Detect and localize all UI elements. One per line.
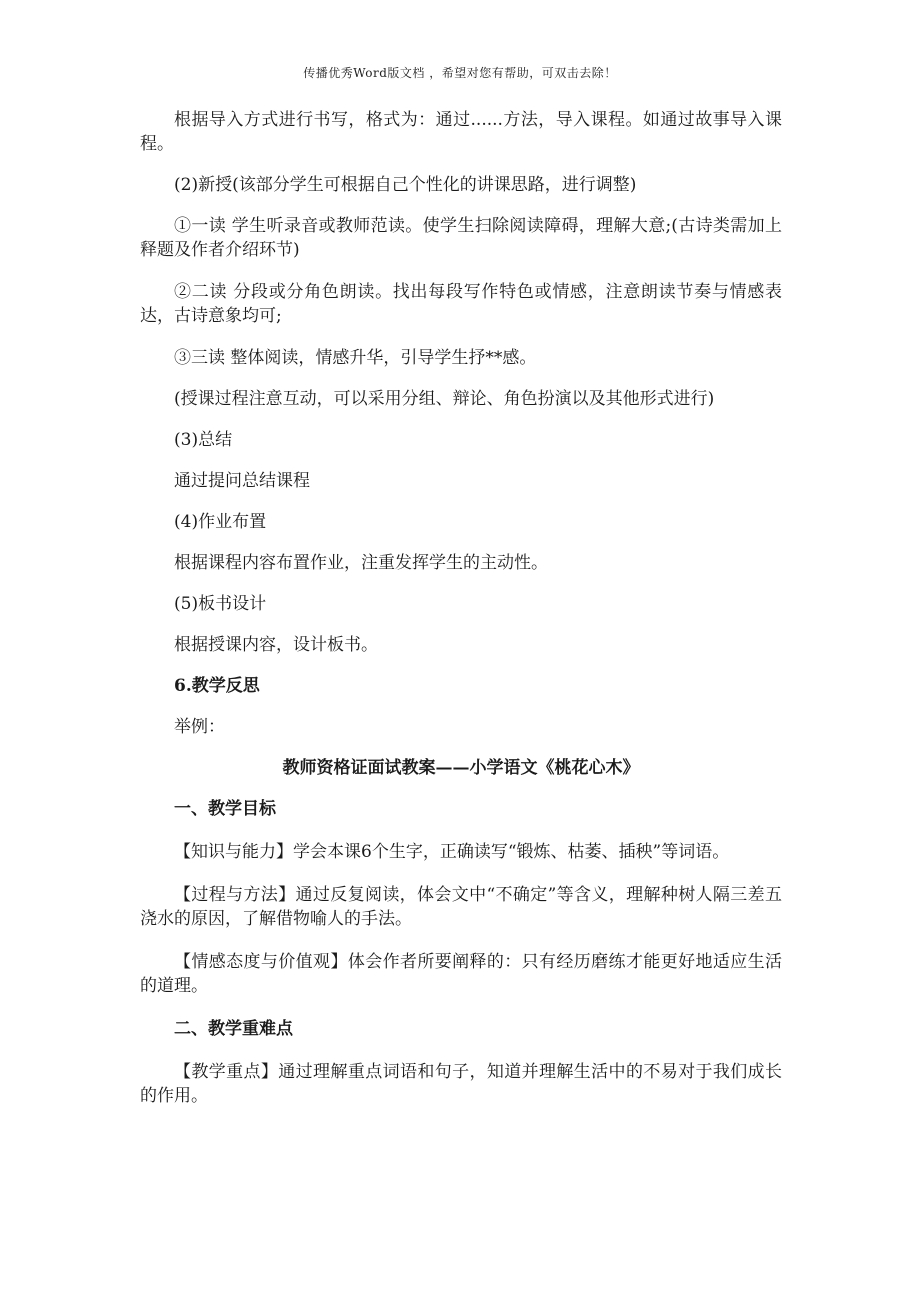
paragraph-intro-format: 根据导入方式进行书写，格式为：通过......方法，导入课程。如通过故事导入课程。 bbox=[140, 110, 782, 154]
paragraph-third-reading: ③三读 整体阅读，情感升华，引导学生抒**感。 bbox=[174, 348, 537, 368]
paragraph-example-label: 举例： bbox=[174, 717, 225, 737]
paragraph-new-teaching: (2)新授(该部分学生可根据自己个性化的讲课思路，进行调整) bbox=[174, 175, 637, 195]
paragraph-interaction-note: (授课过程注意互动，可以采用分组、辩论、角色扮演以及其他形式进行) bbox=[174, 389, 715, 409]
paragraph-homework-text: 根据课程内容布置作业，注重发挥学生的主动性。 bbox=[174, 553, 548, 573]
paragraph-emotion-values: 【情感态度与价值观】体会作者所要阐释的：只有经历磨练才能更好地适应生活的道理。 bbox=[140, 952, 782, 996]
paragraph-homework-heading: (4)作业布置 bbox=[174, 512, 267, 532]
paragraph-second-reading: ②二读 分段或分角色朗读。找出每段写作特色或情感，注意朗读节奏与情感表达，古诗意象均可; bbox=[140, 282, 782, 326]
paragraph-summary-text: 通过提问总结课程 bbox=[174, 471, 310, 491]
heading-key-difficult-points: 二、教学重难点 bbox=[174, 1019, 293, 1039]
paragraph-board-heading: (5)板书设计 bbox=[174, 594, 267, 614]
document-body bbox=[140, 108, 782, 1108]
paragraph-board-text: 根据授课内容，设计板书。 bbox=[174, 635, 378, 655]
paragraph-summary-heading: (3)总结 bbox=[174, 430, 233, 450]
paragraph-teaching-focus: 【教学重点】通过理解重点词语和句子，知道并理解生活中的不易对于我们成长的作用。 bbox=[140, 1062, 782, 1106]
lesson-plan-title: 教师资格证面试教案——小学语文《桃花心木》 bbox=[282, 758, 640, 778]
paragraph-first-reading: ①一读 学生听录音或教师范读。使学生扫除阅读障碍，理解大意;(古诗类需加上释题及作者介绍环节) bbox=[140, 216, 782, 260]
paragraph-process-method: 【过程与方法】通过反复阅读，体会文中“不确定”等含义，理解种树人隔三差五浇水的原因，了解借物喻人的手法。 bbox=[140, 885, 782, 929]
heading-teaching-reflection: 6.教学反思 bbox=[174, 676, 260, 696]
header-note: 传播优秀Word版文档 ，希望对您有帮助，可双击去除！ bbox=[303, 66, 617, 80]
heading-teaching-goals: 一、教学目标 bbox=[174, 799, 276, 819]
paragraph-knowledge-ability: 【知识与能力】学会本课6个生字，正确读写“锻炼、枯萎、插秧”等词语。 bbox=[174, 842, 730, 862]
